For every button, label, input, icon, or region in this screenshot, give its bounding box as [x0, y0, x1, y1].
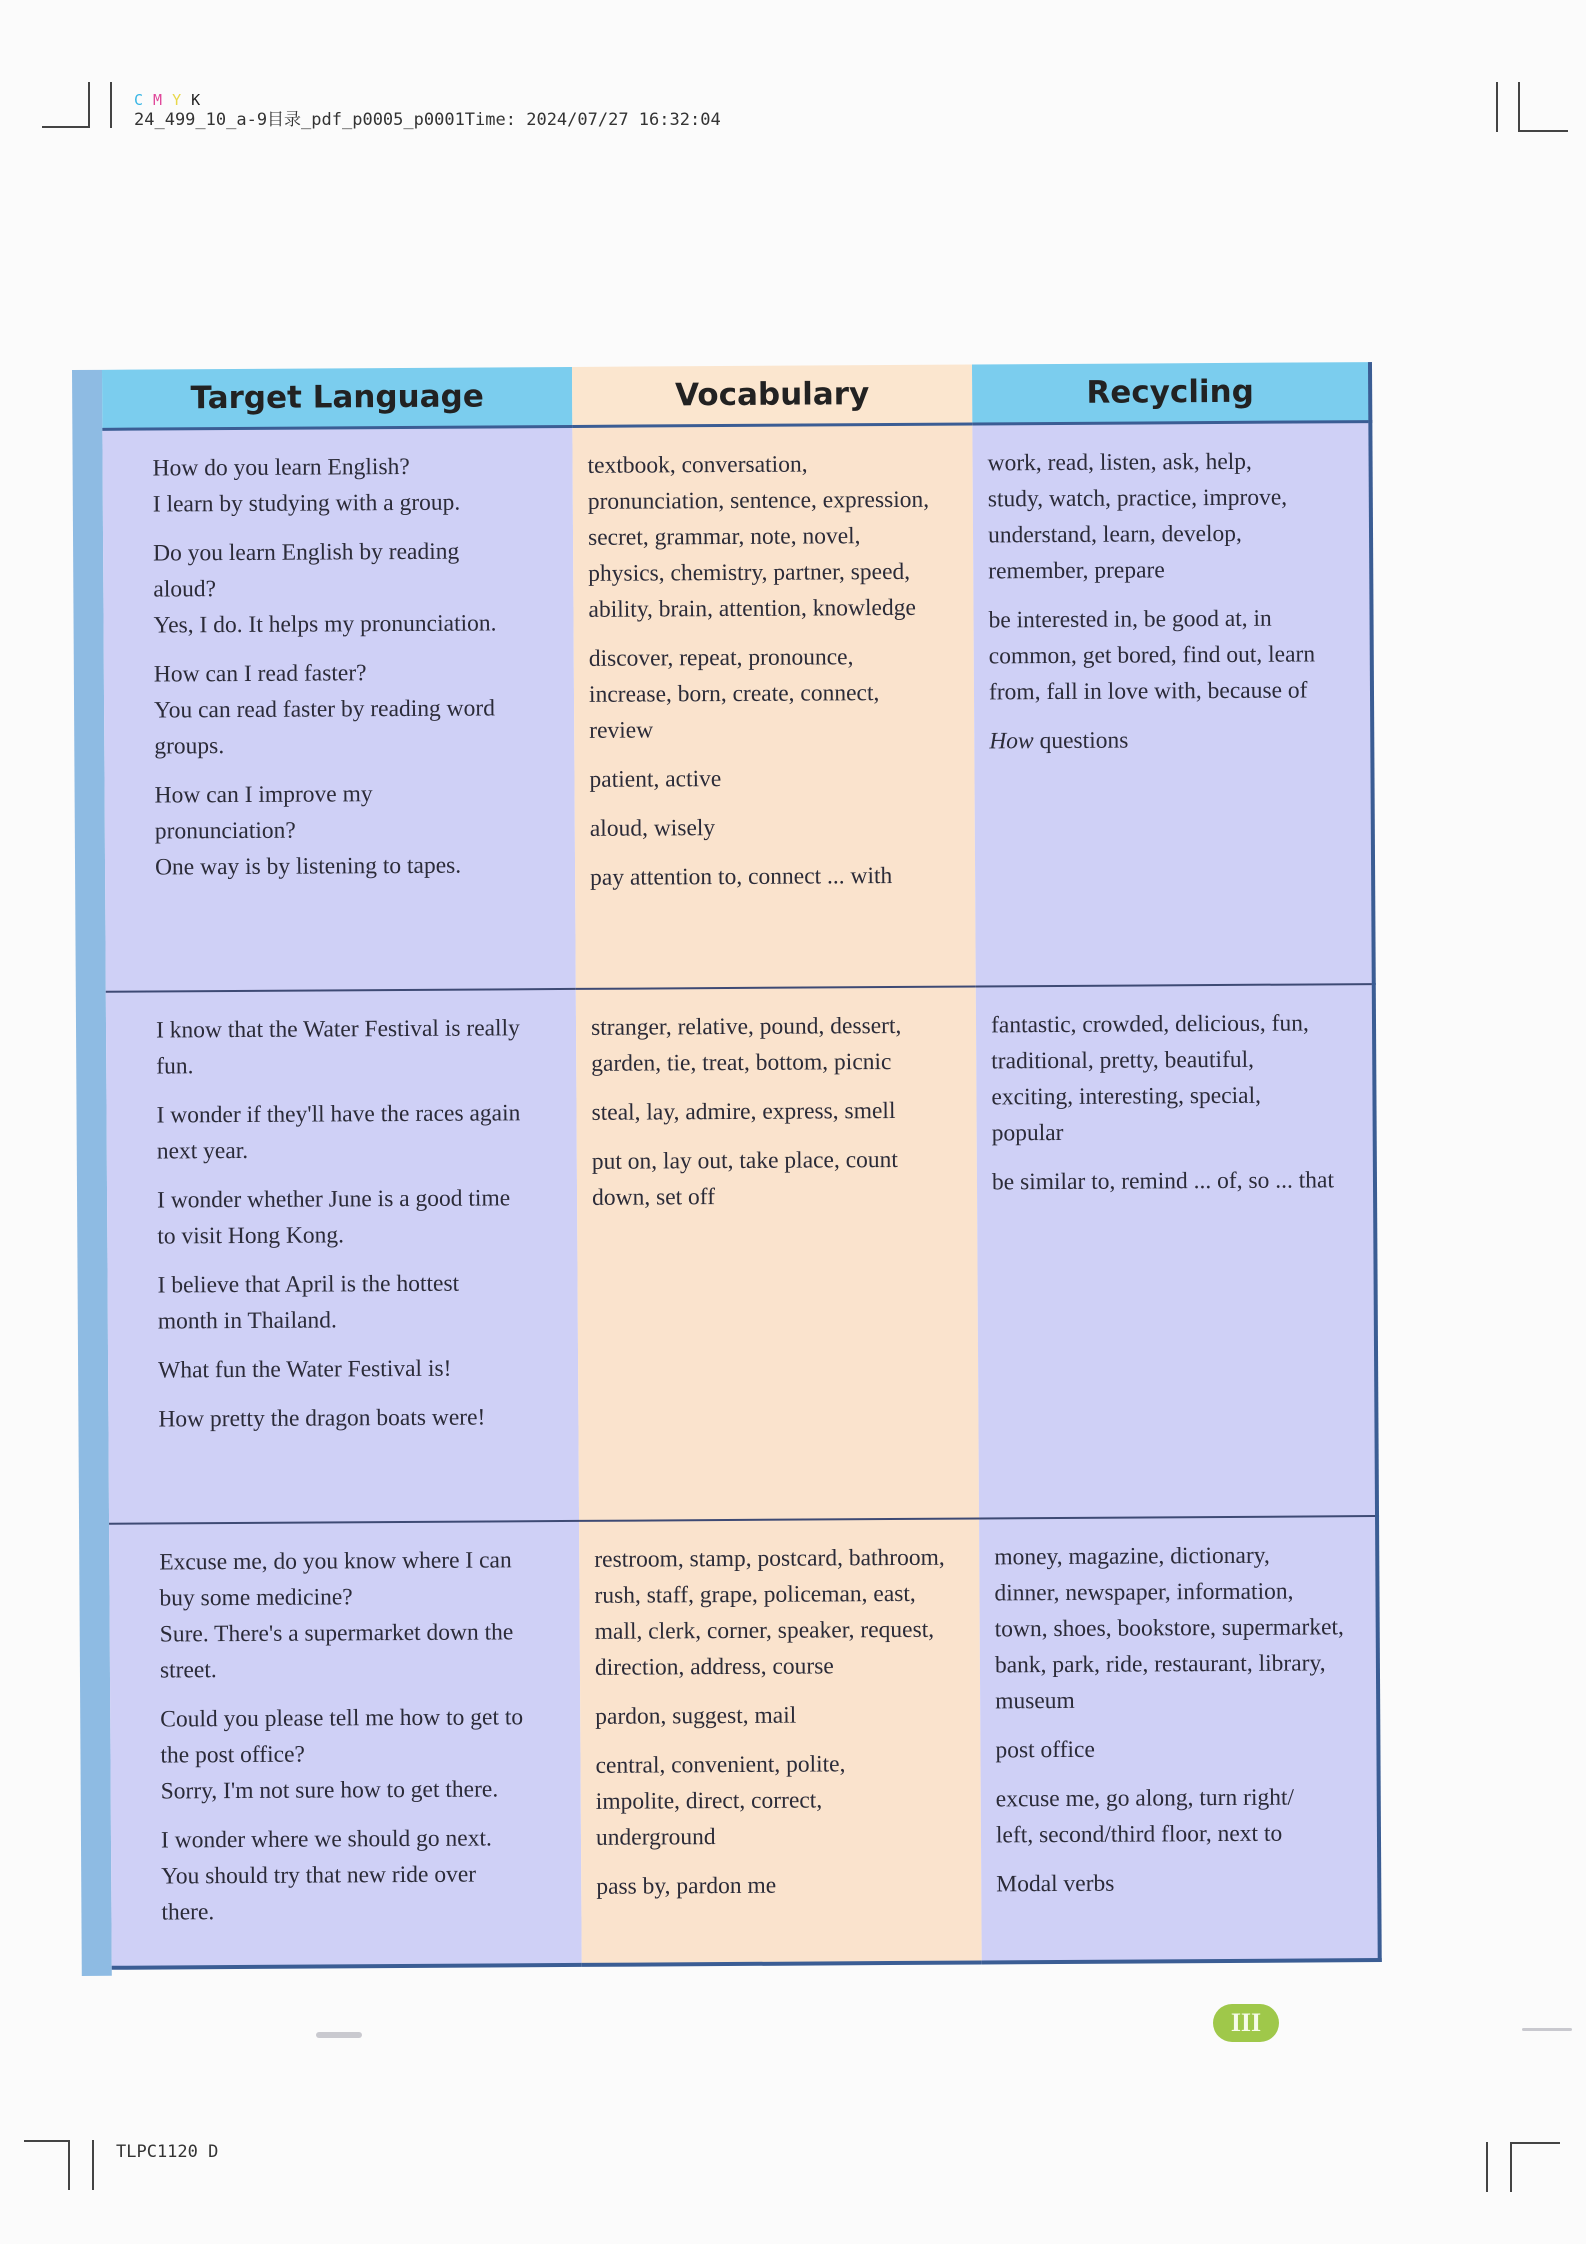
- entry-group: [154, 775, 561, 885]
- entry-group: [995, 1730, 1370, 1768]
- entry-line: direction, address, course: [594, 1653, 834, 1681]
- recycling-cell: [976, 984, 1377, 1518]
- entry-group: [161, 1820, 568, 1930]
- entry-line: be interested in, be good at, in: [988, 605, 1272, 634]
- entry-line: bank, park, ride, restaurant, library,: [994, 1650, 1326, 1679]
- entry-group: [595, 1746, 975, 1856]
- entry-group: [158, 1350, 564, 1388]
- entry-line: I wonder whether June is a good time: [156, 1185, 511, 1214]
- header-target-language: Target Language: [102, 367, 572, 429]
- crop-mark: [1486, 2142, 1488, 2192]
- entry-group: [989, 721, 1364, 759]
- entry-line-emphasis: How: [989, 728, 1034, 755]
- entry-line: study, watch, practice, improve,: [987, 484, 1288, 513]
- entry-group: [158, 1399, 564, 1437]
- crop-mark: [1510, 2142, 1512, 2192]
- entry-line: review: [589, 717, 654, 744]
- entry-group: [994, 1537, 1370, 1719]
- entry-line: town, shoes, bookstore, supermarket,: [994, 1614, 1344, 1643]
- crop-mark: [1518, 130, 1568, 132]
- entry-line: [989, 721, 1364, 759]
- entry-line: How can I read faster?: [153, 660, 367, 688]
- entry-line: understand, learn, develop,: [987, 520, 1242, 549]
- entry-group: [153, 533, 560, 643]
- crop-mark: [92, 2140, 94, 2190]
- entry-group: [157, 1265, 563, 1339]
- entry-line: mall, clerk, corner, speaker, request,: [594, 1616, 935, 1645]
- entry-line: How can I improve my: [154, 781, 373, 809]
- entry-line: Do you learn English by reading: [153, 538, 460, 567]
- crop-mark: [1496, 82, 1498, 132]
- entry-line: excuse me, go along, turn right/: [995, 1784, 1295, 1813]
- header-vocabulary: Vocabulary: [572, 365, 972, 427]
- entry-line: the post office?: [160, 1741, 305, 1769]
- entry-line: common, get bored, find out, learn: [988, 641, 1316, 670]
- entry-line: pay attention to, connect ... with: [590, 862, 893, 891]
- scan-smudge: [316, 2032, 362, 2038]
- entry-line: How pretty the dragon boats were!: [158, 1404, 486, 1433]
- entry-line: pass by, pardon me: [596, 1872, 777, 1900]
- entry-line: money, magazine, dictionary,: [994, 1542, 1270, 1571]
- entry-line: physics, chemistry, partner, speed,: [588, 558, 911, 587]
- entry-group: [591, 1093, 970, 1131]
- entry-line: restroom, stamp, postcard, bathroom,: [594, 1544, 945, 1573]
- table-row: [106, 984, 1377, 1524]
- entry-line: I wonder where we should go next.: [160, 1825, 492, 1854]
- recycling-cell: [972, 422, 1373, 987]
- cmyk-k: K: [191, 91, 201, 109]
- entry-group: [156, 1095, 562, 1169]
- entry-line: post office: [995, 1736, 1095, 1764]
- entry-group: [157, 1180, 563, 1254]
- entry-group: [590, 809, 969, 847]
- vocabulary-cell: [579, 1518, 982, 1964]
- cmyk-y: Y: [172, 91, 182, 109]
- entry-line: buy some medicine?: [159, 1584, 353, 1612]
- target-language-cell: [106, 989, 579, 1524]
- entry-group: [160, 1699, 567, 1809]
- entry-line: left, second/third floor, next to: [995, 1820, 1283, 1849]
- entry-line: fun.: [156, 1053, 194, 1080]
- entry-line: I know that the Water Festival is really: [155, 1015, 520, 1044]
- crop-mark: [42, 126, 90, 128]
- page-number-badge: III: [1213, 2004, 1279, 2042]
- entry-line: How do you learn English?: [152, 453, 410, 482]
- entry-group: [988, 600, 1364, 710]
- entry-line: Sorry, I'm not sure how to get there.: [160, 1776, 499, 1805]
- entry-line: exciting, interesting, special,: [991, 1082, 1262, 1111]
- entry-group: [991, 1005, 1367, 1151]
- entry-line: You should try that new ride over: [161, 1861, 477, 1890]
- entry-line: month in Thailand.: [157, 1307, 337, 1335]
- vocabulary-cell: [572, 424, 975, 989]
- entry-line: I wonder if they'll have the races again: [156, 1100, 521, 1129]
- entry-line: work, read, listen, ask, help,: [987, 448, 1252, 477]
- entry-line: down, set off: [591, 1184, 716, 1211]
- entry-line: secret, grammar, note, novel,: [587, 523, 861, 551]
- print-filename: 24_499_10_a-9目录_pdf_p0005_p0001Time: 2024/07/27 16:32:04: [134, 110, 721, 130]
- cmyk-color-marks: [134, 90, 721, 110]
- entry-line: increase, born, create, connect,: [588, 680, 880, 708]
- entry-line: What fun the Water Festival is!: [158, 1355, 452, 1384]
- entry-line: ability, brain, attention, knowledge: [588, 594, 916, 623]
- entry-line: remember, prepare: [988, 557, 1165, 585]
- entry-line: garden, tie, treat, bottom, picnic: [591, 1049, 892, 1077]
- entry-group: [591, 1008, 970, 1082]
- crop-mark: [1512, 2142, 1560, 2144]
- entry-line: aloud?: [153, 576, 217, 603]
- entry-line: I learn by studying with a group.: [152, 489, 461, 518]
- entry-line: stranger, relative, pound, dessert,: [590, 1012, 902, 1041]
- entry-line-rest: questions: [1033, 727, 1129, 755]
- print-header: [134, 90, 721, 130]
- entry-group: [589, 639, 969, 749]
- entry-group: [152, 448, 558, 522]
- entry-group: [159, 1542, 566, 1688]
- entry-line: next year.: [156, 1137, 249, 1165]
- entry-line: traditional, pretty, beautiful,: [991, 1046, 1255, 1075]
- entry-group: [589, 760, 968, 798]
- table-row: [109, 1516, 1380, 1968]
- scan-smudge: [1522, 2028, 1572, 2031]
- recycling-cell: [979, 1516, 1380, 1962]
- entry-line: One way is by listening to tapes.: [154, 852, 462, 881]
- entry-group: [996, 1779, 1371, 1853]
- entry-group: [595, 1697, 974, 1735]
- entry-line: underground: [595, 1824, 716, 1851]
- footer-code: TLPC1120 D: [116, 2142, 219, 2162]
- cmyk-c: C: [134, 91, 144, 109]
- crop-mark: [110, 82, 112, 128]
- summary-table: [102, 362, 1382, 1970]
- entry-line: Excuse me, do you know where I can: [159, 1547, 512, 1576]
- entry-line: aloud, wisely: [589, 815, 716, 842]
- target-language-cell: [109, 1521, 582, 1968]
- entry-line: museum: [995, 1687, 1075, 1715]
- entry-group: [587, 446, 967, 628]
- entry-line: popular: [991, 1119, 1064, 1147]
- entry-line: central, convenient, polite,: [595, 1751, 846, 1779]
- entry-group: [156, 1010, 562, 1084]
- entry-group: [987, 443, 1363, 589]
- cmyk-m: M: [153, 91, 163, 109]
- entry-line: Modal verbs: [996, 1870, 1115, 1898]
- header-recycling: Recycling: [972, 362, 1370, 424]
- entry-line: fantastic, crowded, delicious, fun,: [990, 1010, 1309, 1039]
- entry-line: Sure. There's a supermarket down the: [159, 1619, 514, 1648]
- crop-mark: [68, 2140, 70, 2190]
- crop-mark: [1518, 82, 1520, 132]
- entry-line: street.: [159, 1657, 217, 1684]
- entry-line: patient, active: [589, 766, 722, 793]
- entry-group: [596, 1867, 975, 1905]
- entry-line: be similar to, remind ... of, so ... that: [991, 1167, 1335, 1196]
- entry-group: [590, 858, 969, 896]
- entry-group: [594, 1540, 974, 1686]
- entry-line: Could you please tell me how to get to: [160, 1704, 524, 1733]
- entry-line: Yes, I do. It helps my pronunciation.: [153, 610, 497, 639]
- entry-line: pronunciation?: [154, 817, 296, 845]
- vocabulary-cell: [576, 986, 979, 1520]
- table-header-row: [102, 362, 1370, 429]
- entry-line: put on, lay out, take place, count: [591, 1146, 898, 1175]
- entry-line: pardon, suggest, mail: [595, 1702, 797, 1730]
- entry-line: You can read faster by reading word: [154, 695, 496, 724]
- summary-table-wrap: [72, 362, 1382, 1976]
- entry-line: to visit Hong Kong.: [157, 1222, 345, 1250]
- crop-mark: [24, 2140, 68, 2142]
- entry-line: steal, lay, admire, express, smell: [591, 1097, 896, 1126]
- entry-group: [996, 1864, 1371, 1902]
- entry-line: pronunciation, sentence, expression,: [587, 486, 930, 515]
- entry-line: groups.: [154, 733, 225, 760]
- table-row: [102, 422, 1373, 992]
- entry-line: from, fall in love with, because of: [988, 677, 1308, 706]
- target-language-cell: [102, 426, 575, 991]
- entry-line: I believe that April is the hottest: [157, 1270, 460, 1299]
- entry-line: there.: [161, 1899, 215, 1926]
- entry-line: impolite, direct, correct,: [595, 1787, 823, 1815]
- crop-mark: [88, 82, 90, 128]
- entry-line: dinner, newspaper, information,: [994, 1578, 1294, 1607]
- entry-group: [592, 1142, 971, 1216]
- entry-line: discover, repeat, pronounce,: [588, 644, 854, 672]
- entry-group: [992, 1162, 1367, 1200]
- entry-line: rush, staff, grape, policeman, east,: [594, 1580, 916, 1609]
- entry-line: textbook, conversation,: [587, 451, 808, 479]
- entry-group: [154, 654, 561, 764]
